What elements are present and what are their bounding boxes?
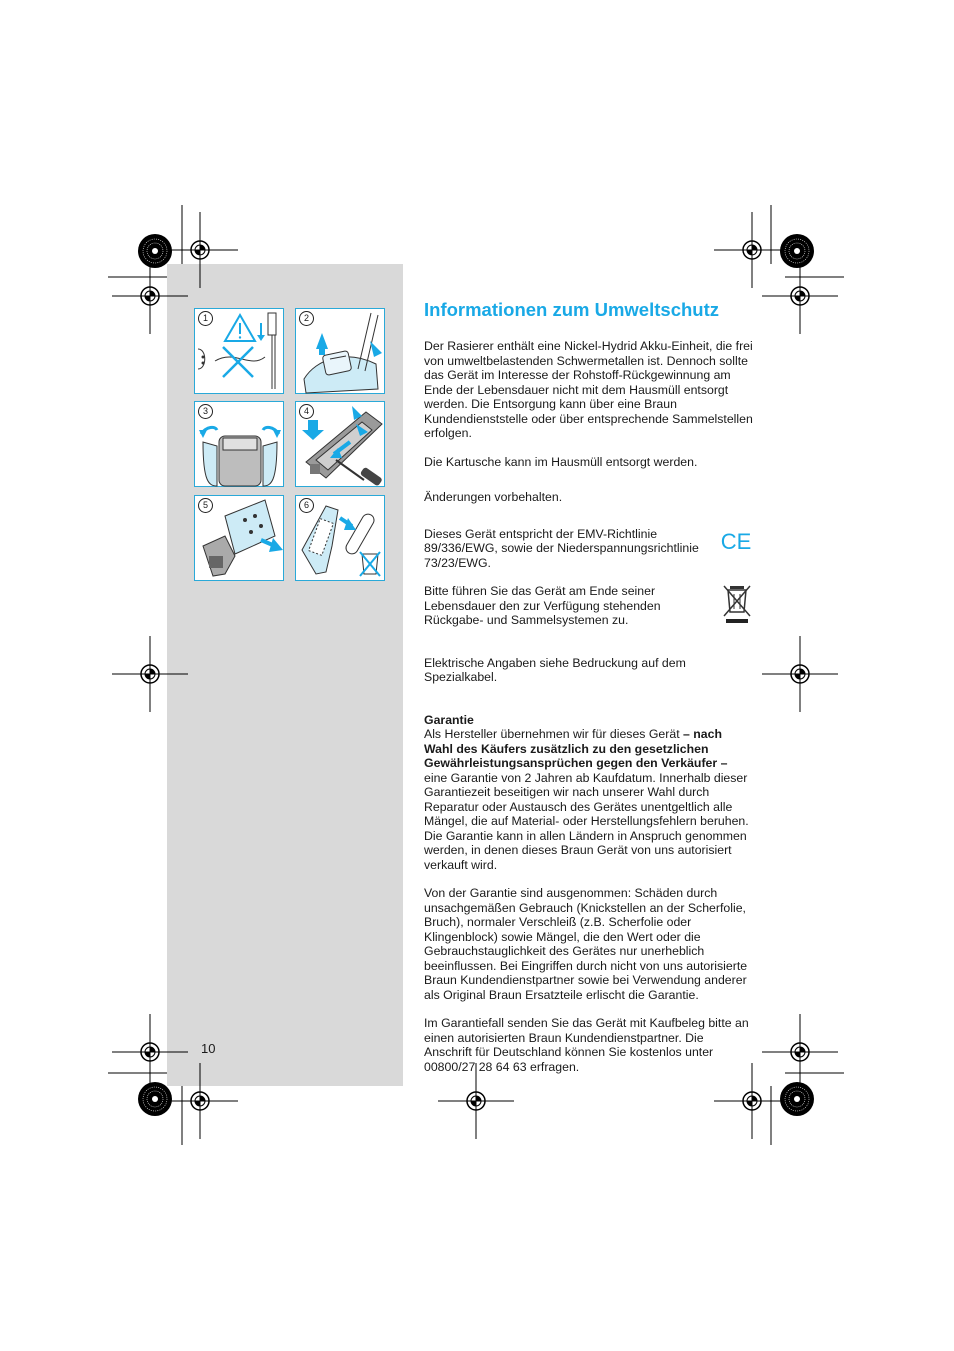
figure-2 — [295, 308, 385, 394]
paragraph-electrical: Elektrische Angaben siehe Bedruckung auf dem Spezialkabel. — [424, 655, 686, 684]
figure-1 — [194, 308, 284, 394]
figure-number: 3 — [198, 404, 213, 419]
weee-notice — [424, 584, 754, 628]
page-title: Informationen zum Umweltschutz — [424, 299, 719, 320]
paragraph-cartridge: Die Kartusche kann im Hausmüll entsorgt werden. — [424, 454, 698, 469]
figure-5 — [194, 495, 284, 581]
page-number: 10 — [201, 1041, 216, 1056]
crossed-bin-icon — [722, 582, 752, 624]
paragraph-changes: Änderungen vorbehalten. — [424, 490, 563, 504]
warranty-heading: Garantie — [424, 712, 474, 727]
figure-6 — [295, 495, 385, 581]
emv-text: Dieses Gerät entspricht der EMV-Richtlinie 89/336/EWG, sowie der Niederspannungsrichtlinie 73/23/EWG. — [424, 526, 699, 570]
ce-mark-icon — [720, 527, 752, 555]
figure-3 — [194, 401, 284, 487]
svg-text:CE: CE — [720, 528, 752, 554]
weee-text: Bitte führen Sie das Gerät am Ende seiner Lebensdauer den zur Verfügung stehenden Rückgabe- und Sammelsystemen zu. — [424, 584, 661, 627]
emv-notice — [424, 527, 754, 571]
figure-number: 4 — [299, 404, 314, 419]
figure-number: 5 — [198, 498, 213, 513]
warranty-paragraph-1: Als Hersteller übernehmen wir für dieses Gerät – nach Wahl des Käufers zusätzlich zu den gesetzlichen Gewährleistungsansprüchen gegen den Verkäufer – eine Garantie von 2 Jahren ab Kaufdatum. Innerhalb dieser Garantiezeit beseitigen wir nach unserer Wahl durch Reparatur oder Austausch des Gerätes unentgeltlich alle Mängel, die auf Material- oder Herstellungsfehlern beruhen. Die Garantie kann in allen Ländern in Anspruch genommen werden, in denen dieses Braun Gerät von uns autorisiert verkauft wird. — [424, 727, 749, 872]
paragraph-battery: Der Rasierer enthält eine Nickel-Hydrid Akku-Einheit, die frei von umweltbelastenden Schwermetallen ist. Dennoch sollte das Gerät im Interesse der Rohstoff-Rückgewinnung am Ende der Lebensdauer nicht mit dem Hausmüll entsorgt werden. Die Entsorgung kann über eine Braun Kundendienststelle oder über entsprechende Sammelstellen erfolgen. — [424, 339, 753, 440]
figure-number: 2 — [299, 311, 314, 326]
figure-number: 1 — [198, 311, 213, 326]
warranty-paragraph-3: Im Garantiefall senden Sie das Gerät mit Kaufbeleg bitte an einen autorisierten Braun Kundendienstpartner. Die Anschrift für Deutschland können Sie kostenlos unter 00800/27 28 64 63 erfragen. — [424, 1016, 749, 1074]
figure-4 — [295, 401, 385, 487]
main-content — [424, 298, 754, 1074]
figure-number: 6 — [299, 498, 314, 513]
warranty-paragraph-2: Von der Garantie sind ausgenommen: Schäden durch unsachgemäßen Gebrauch (Knickstellen an der Scherfolie, Bruch), normaler Verschleiß (z.B. Scherfolie oder Klingenblock) sowie Mängel, die den Wert oder die Gebrauchstauglichkeit des Gerätes nur unerheblich beeinflussen. Bei Eingriffen durch nicht von uns autorisierte Braun Kundendienstpartner sowie bei Verwendung anderer als Original Braun Ersatzteile erlischt die Garantie. — [424, 886, 748, 1002]
